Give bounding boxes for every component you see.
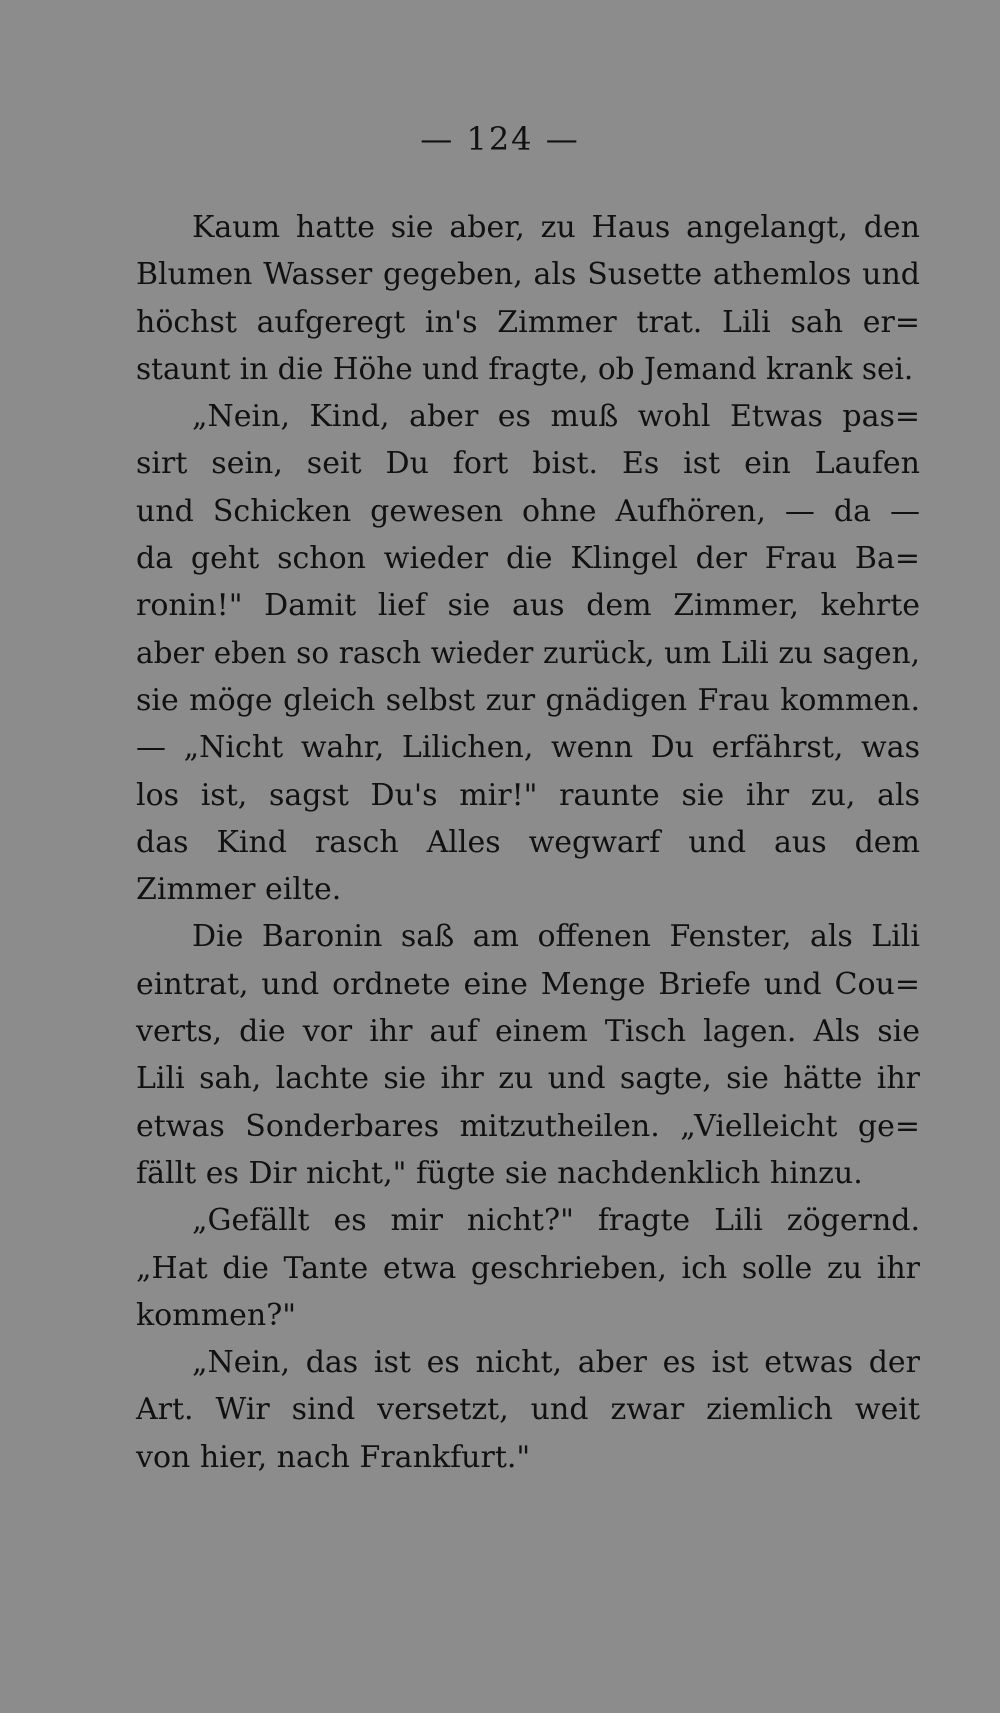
text-line: „Nein, Kind, aber es muß wohl Etwas pas= bbox=[192, 399, 920, 435]
text-line: sirt sein, seit Du fort bist. Es ist ein Laufen bbox=[136, 446, 920, 482]
text-line: verts, die vor ihr auf einem Tisch lagen. Als sie bbox=[136, 1014, 920, 1050]
text-line: kommen?" bbox=[136, 1297, 297, 1333]
text-line: los ist, sagst Du's mir!" raunte sie ihr zu, als bbox=[136, 777, 920, 813]
text-line: Lili sah, lachte sie ihr zu und sagte, sie hätte ihr bbox=[136, 1061, 920, 1097]
text-line: Kaum hatte sie aber, zu Haus angelangt, den bbox=[192, 210, 920, 245]
text-line: sie möge gleich selbst zur gnädigen Frau kommen. bbox=[136, 682, 920, 718]
text-line: Blumen Wasser gegeben, als Susette athemlos und bbox=[136, 257, 920, 293]
text-line: Art. Wir sind versetzt, und zwar ziemlich weit bbox=[136, 1392, 920, 1428]
text-line: Die Baronin saß am offenen Fenster, als Lili bbox=[192, 919, 920, 955]
text-line: staunt in die Höhe und fragte, ob Jemand krank sei. bbox=[136, 351, 914, 386]
text-line: aber eben so rasch wieder zurück, um Lili zu sagen, bbox=[136, 635, 920, 670]
text-line: von hier, nach Frankfurt." bbox=[136, 1439, 531, 1475]
text-line: etwas Sonderbares mitzutheilen. „Vielleicht ge= bbox=[136, 1108, 920, 1144]
text-line: und Schicken gewesen ohne Aufhören, — da — bbox=[136, 493, 920, 529]
text-line: „Nein, das ist es nicht, aber es ist etwas der bbox=[192, 1345, 920, 1381]
text-line: das Kind rasch Alles wegwarf und aus dem bbox=[136, 824, 920, 860]
text-line: höchst aufgeregt in's Zimmer trat. Lili sah er= bbox=[136, 304, 920, 340]
text-line: eintrat, und ordnete eine Menge Briefe und Cou= bbox=[136, 966, 920, 1002]
body-text bbox=[136, 204, 920, 1481]
page-number: — 124 — bbox=[420, 120, 580, 158]
text-line: ronin!" Damit lief sie aus dem Zimmer, kehrte bbox=[136, 588, 920, 624]
text-line: Zimmer eilte. bbox=[136, 872, 342, 908]
text-line: „Hat die Tante etwa geschrieben, ich solle zu ihr bbox=[136, 1250, 920, 1286]
text-line: fällt es Dir nicht," fügte sie nachdenklich hinzu. bbox=[136, 1155, 863, 1191]
text-line: da geht schon wieder die Klingel der Frau Ba= bbox=[136, 541, 920, 577]
text-line: — „Nicht wahr, Lilichen, wenn Du erfährst, was bbox=[136, 730, 920, 766]
text-line: „Gefällt es mir nicht?" fragte Lili zögernd. bbox=[192, 1203, 920, 1239]
